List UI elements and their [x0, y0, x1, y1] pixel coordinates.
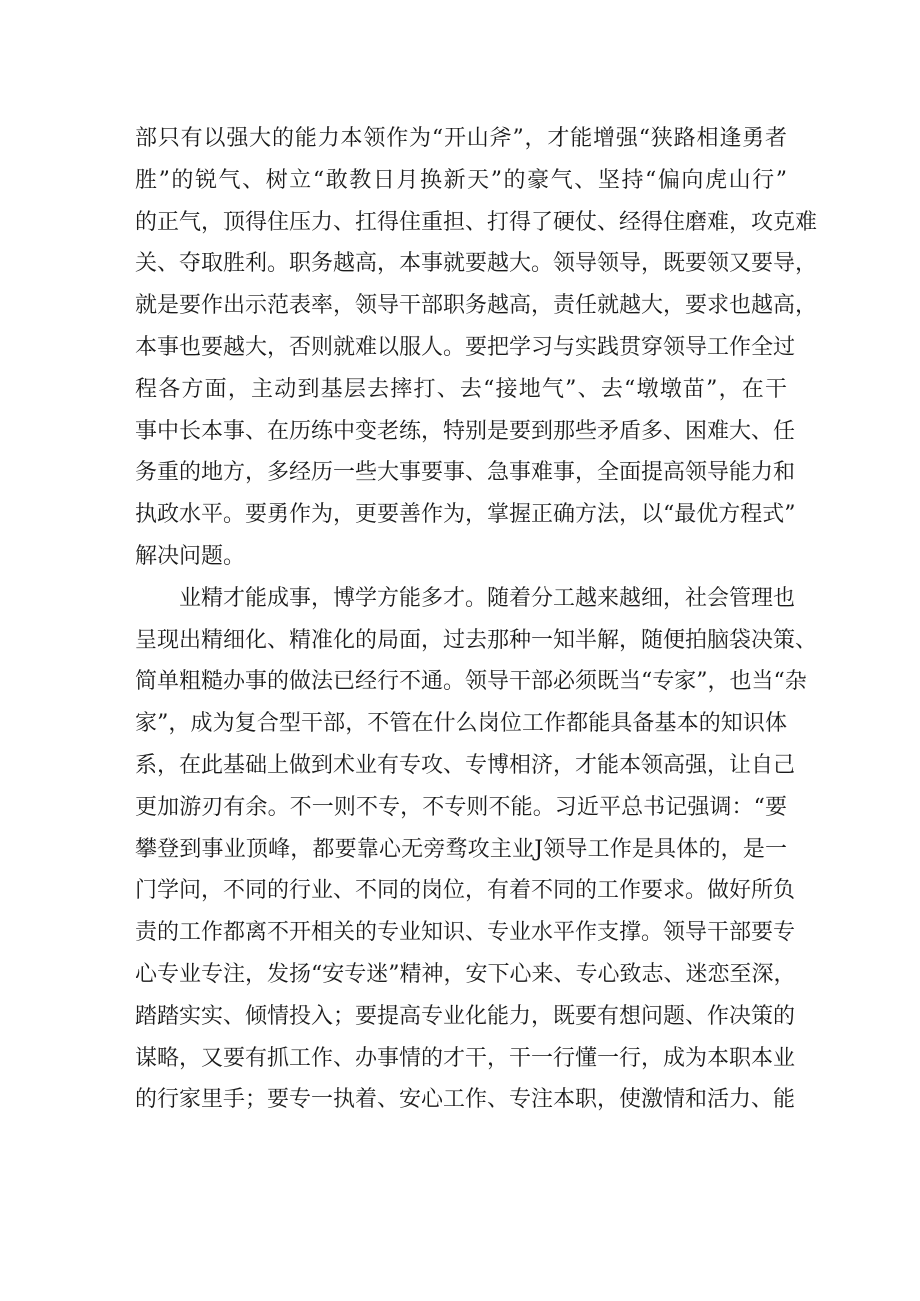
- text-line: 程各方面，主动到基层去摔打、去“接地气”、去“墩墩苗”，在干: [135, 376, 787, 402]
- text-line: 关、夺取胜利。职务越高，本事就要越大。领导领导，既要领又要导，: [135, 251, 818, 277]
- text-line: 简单粗糙办事的做法已经行不通。领导干部必须既当“专家”，也当“杂: [135, 669, 807, 695]
- text-line: 的正气，顶得住压力、扛得住重担、打得了硬仗、经得住磨难，攻克难: [135, 209, 818, 235]
- text-line: 务重的地方，多经历一些大事要事、急事难事，全面提高领导能力和: [135, 460, 796, 486]
- paragraph-1: [135, 118, 818, 578]
- text-line: 更加游刃有余。不一则不专，不专则不能。习近平总书记强调：“要: [135, 794, 787, 820]
- text-line: 踏踏实实、倾情投入；要提高专业化能力，既要有想问题、作决策的: [135, 1003, 796, 1029]
- text-line: 胜”的锐气、树立“敢教日月换新天”的豪气、坚持“偏向虎山行”: [135, 167, 787, 193]
- text-line: 心专业专注，发扬“安专迷”精神，安下心来、专心致志、迷恋至深，: [135, 961, 796, 987]
- paragraph-2: [135, 578, 818, 1121]
- text-line: 攀登到事业顶峰，都要靠心无旁骛攻主业J领导工作是具体的，是一: [135, 836, 787, 862]
- text-line: 本事也要越大，否则就难以服人。要把学习与实践贯穿领导工作全过: [135, 334, 796, 360]
- text-line: 事中长本事、在历练中变老练，特别是要到那些矛盾多、困难大、任: [135, 418, 796, 444]
- text-line: 呈现出精细化、精准化的局面，过去那种一知半解，随便拍脑袋决策、: [135, 627, 818, 653]
- text-line: 的行家里手；要专一执着、安心工作、专注本职，使激情和活力、能: [135, 1087, 796, 1113]
- text-line: 业精才能成事，博学方能多才。随着分工越来越细，社会管理也: [179, 585, 796, 611]
- text-line: 系，在此基础上做到术业有专攻、专博相济，才能本领高强，让自己: [135, 752, 796, 778]
- text-line: 家”，成为复合型干部，不管在什么岗位工作都能具备基本的知识体: [135, 711, 787, 737]
- body-text: [135, 118, 818, 1121]
- text-line: 解决问题。: [135, 543, 246, 569]
- text-line: 责的工作都离不开相关的专业知识、专业水平作支撑。领导干部要专: [135, 920, 796, 946]
- text-line: 门学问，不同的行业、不同的岗位，有着不同的工作要求。做好所负: [135, 878, 796, 904]
- text-line: 谋略，又要有抓工作、办事情的才干，干一行懂一行，成为本职本业: [135, 1045, 796, 1071]
- text-line: 就是要作出示范表率，领导干部职务越高，责任就越大，要求也越高，: [135, 293, 818, 319]
- text-line: 执政水平。要勇作为，更要善作为，掌握正确方法，以“最优方程式”: [135, 502, 796, 528]
- text-line: 部只有以强大的能力本领作为“开山斧”，才能增强“狭路相逢勇者: [135, 126, 787, 151]
